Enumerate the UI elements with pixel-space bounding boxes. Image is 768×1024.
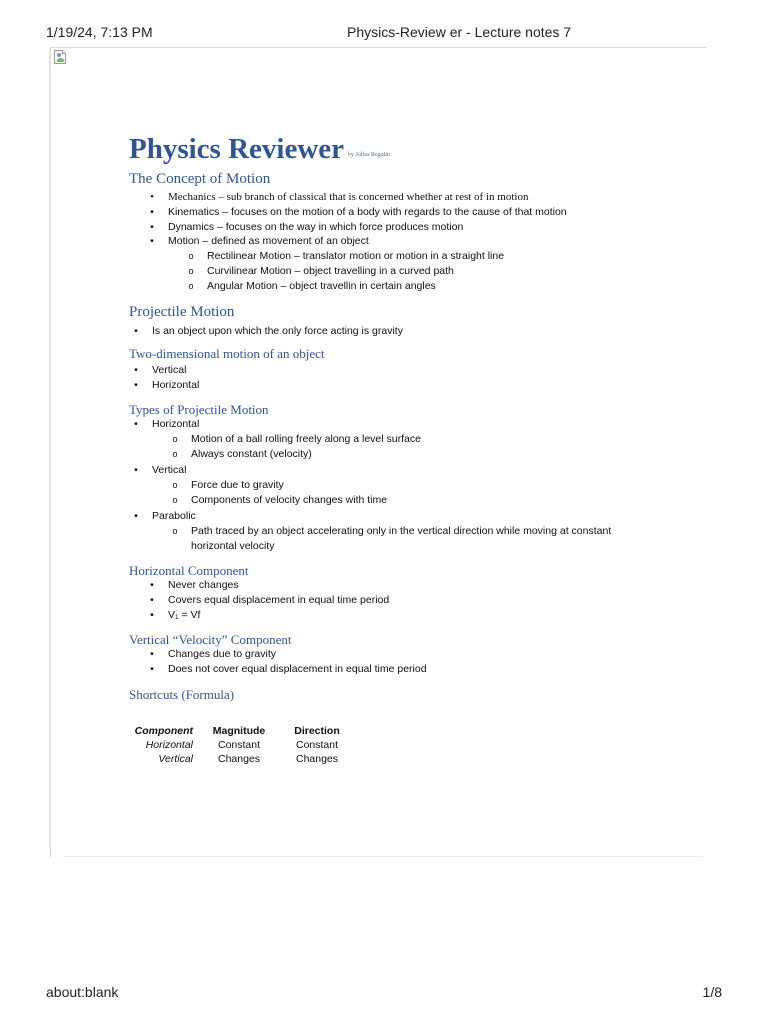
table-header: Magnitude	[212, 725, 266, 737]
list-item: • Is an object upon which the only force acting is gravity	[134, 325, 403, 337]
table-cell: Changes	[295, 753, 339, 765]
table-cell: Constant	[217, 739, 261, 751]
list-item: • Parabolic	[134, 510, 196, 522]
heading-concept-of-motion: The Concept of Motion	[129, 171, 271, 187]
list-item: • Vertical	[134, 464, 187, 476]
print-title: Physics-Review er - Lecture notes 7	[347, 24, 572, 40]
list-item: • Mechanics – sub branch of classical that is concerned whether at rest of in motion	[150, 191, 529, 203]
sub-list-item: o Angular Motion – object travellin in certain angles	[188, 280, 436, 292]
table-header: Direction	[294, 725, 340, 737]
list-item: • Horizontal	[134, 418, 200, 430]
print-page-number: 1/8	[702, 984, 722, 1000]
print-footer	[46, 984, 722, 1002]
heading-horizontal-component: Horizontal Component	[129, 563, 249, 578]
table-cell: Vertical	[158, 753, 193, 765]
list-item: • Motion – defined as movement of an object	[150, 235, 369, 247]
broken-image-icon	[52, 50, 70, 66]
sub-list-item: o Components of velocity changes with time	[172, 494, 388, 506]
heading-shortcuts: Shortcuts (Formula)	[129, 687, 235, 702]
sub-list-item: o Path traced by an object accelerating only in the vertical direction while moving at constant	[172, 525, 612, 537]
document-title	[129, 133, 390, 166]
sub-list-item: o Force due to gravity	[172, 479, 284, 491]
table-header: Component	[134, 725, 193, 737]
print-header	[46, 24, 722, 42]
heading-types-of-projectile: Types of Projectile Motion	[129, 402, 269, 417]
heading-projectile-motion: Projectile Motion	[129, 304, 235, 320]
list-item: • V₁ = Vf	[150, 609, 201, 621]
title-text: Physics Reviewer	[129, 133, 345, 165]
list-item: • Vertical	[134, 364, 187, 376]
frame-bottom-divider	[63, 856, 703, 857]
list-item: • Kinematics – focuses on the motion of a body with regards to the cause of that motion	[150, 206, 567, 218]
list-item: • Horizontal	[134, 379, 200, 391]
heading-two-dimensional: Two-dimensional motion of an object	[129, 346, 325, 361]
print-url: about:blank	[46, 984, 119, 1000]
sub-list-item: o Curvilinear Motion – object travelling in a curved path	[188, 265, 454, 277]
list-item: • Covers equal displacement in equal time period	[150, 594, 390, 606]
table-cell: Changes	[217, 753, 261, 765]
heading-vertical-component: Vertical “Velocity” Component	[129, 632, 292, 647]
sub-list-item-continuation: horizontal velocity	[191, 540, 275, 552]
sub-list-item: o Rectilinear Motion – translator motion or motion in a straight line	[188, 250, 505, 262]
list-item: • Never changes	[150, 579, 239, 591]
table-cell: Constant	[295, 739, 339, 751]
byline: by Julius Reguim	[348, 152, 391, 158]
list-item: • Changes due to gravity	[150, 648, 276, 660]
list-item: • Dynamics – focuses on the way in which force produces motion	[150, 221, 464, 233]
frame-shadow	[49, 48, 51, 848]
table-cell: Horizontal	[145, 739, 193, 751]
sub-list-item: o Motion of a ball rolling freely along a level surface	[172, 433, 421, 445]
list-item: • Does not cover equal displacement in equal time period	[150, 663, 427, 675]
print-datetime: 1/19/24, 7:13 PM	[46, 24, 153, 40]
sub-list-item: o Always constant (velocity)	[172, 448, 312, 460]
